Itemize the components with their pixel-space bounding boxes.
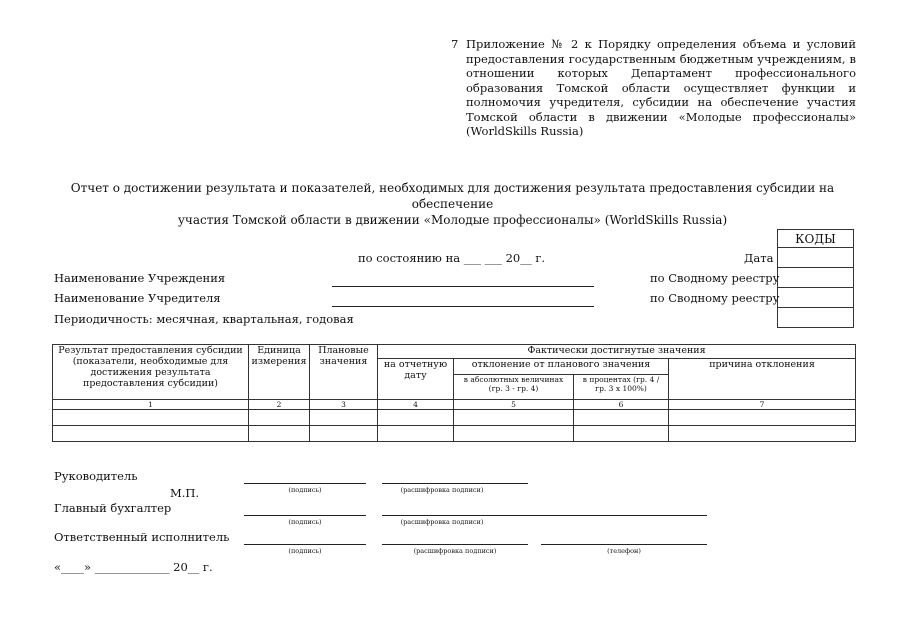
- column-number: 6: [574, 400, 669, 410]
- column-number: 4: [378, 400, 454, 410]
- report-title-line-2: участия Томской области в движении «Молодые профессионалы» (WorldSkills Russia): [177, 213, 728, 227]
- table-cell[interactable]: [574, 410, 669, 426]
- institution-label: Наименование Учреждения: [54, 271, 226, 285]
- table-cell[interactable]: [249, 410, 310, 426]
- executor-label: Ответственный исполнитель: [54, 530, 230, 544]
- signature-date: «____» _____________ 20__ г.: [54, 560, 213, 574]
- table-cell[interactable]: [378, 426, 454, 442]
- table-cell[interactable]: [669, 410, 856, 426]
- signature-caption: (подпись): [288, 486, 322, 494]
- col-plan-header: Плановые значения: [310, 345, 378, 400]
- codes-header: КОДЫ: [778, 230, 854, 248]
- table-cell[interactable]: [454, 410, 574, 426]
- institution-field-line[interactable]: [332, 286, 594, 287]
- code-periodicity-cell[interactable]: [778, 308, 854, 328]
- founder-label: Наименование Учредителя: [54, 291, 221, 305]
- founder-field-line[interactable]: [332, 306, 594, 307]
- executor-decode-line[interactable]: [382, 544, 528, 545]
- code-date-cell[interactable]: [778, 248, 854, 268]
- executor-signature-line[interactable]: [244, 544, 366, 545]
- table-cell[interactable]: [53, 410, 249, 426]
- results-table: [52, 344, 856, 442]
- decode-caption: (расшифровка подписи): [400, 518, 484, 526]
- phone-caption: (телефон): [607, 547, 641, 555]
- executor-phone-line[interactable]: [541, 544, 707, 545]
- date-label: Дата: [744, 251, 774, 265]
- table-cell[interactable]: [249, 426, 310, 442]
- col-result-header: Результат предоставления субсидии (показатели, необходимые для достижения результата предоставления субсидии): [53, 345, 249, 400]
- table-row: [53, 426, 856, 442]
- column-number: 3: [310, 400, 378, 410]
- column-number: 1: [53, 400, 249, 410]
- column-number: 5: [454, 400, 574, 410]
- signature-caption: (подпись): [288, 518, 322, 526]
- codes-table: [777, 229, 854, 328]
- column-number: 7: [669, 400, 856, 410]
- table-cell[interactable]: [378, 410, 454, 426]
- code-registry-cell-2[interactable]: [778, 288, 854, 308]
- head-decode-line[interactable]: [382, 483, 528, 484]
- table-cell[interactable]: [310, 410, 378, 426]
- accountant-decode-line[interactable]: [382, 515, 707, 516]
- col-unit-header: Единица измерения: [249, 345, 310, 400]
- table-cell[interactable]: [310, 426, 378, 442]
- table-cell[interactable]: [53, 426, 249, 442]
- col-absolute-header: в абсолютных величинах (гр. 3 - гр. 4): [454, 375, 574, 400]
- deviation-header: отклонение от планового значения: [454, 359, 669, 375]
- col-percent-header: в процентах (гр. 4 / гр. 3 x 100%): [574, 375, 669, 400]
- accountant-signature-line[interactable]: [244, 515, 366, 516]
- page-number: 7: [451, 37, 459, 51]
- head-signature-line[interactable]: [244, 483, 366, 484]
- table-cell[interactable]: [574, 426, 669, 442]
- table-cell[interactable]: [669, 426, 856, 442]
- registry-label-1: по Сводному реестру: [650, 271, 780, 285]
- code-registry-cell-1[interactable]: [778, 268, 854, 288]
- actual-values-header: Фактически достигнутые значения: [378, 345, 856, 359]
- decode-caption: (расшифровка подписи): [400, 486, 484, 494]
- column-number: 2: [249, 400, 310, 410]
- col-report-date-header: на отчетную дату: [378, 359, 454, 400]
- table-row: [53, 410, 856, 426]
- as-of-date: по состоянию на ___ ___ 20__ г.: [358, 251, 546, 265]
- signature-caption: (подпись): [288, 547, 322, 555]
- periodicity-label: Периодичность: месячная, квартальная, годовая: [54, 312, 354, 326]
- col-reason-header: причина отклонения: [669, 359, 856, 400]
- decode-caption: (расшифровка подписи): [413, 547, 497, 555]
- table-cell[interactable]: [454, 426, 574, 442]
- head-label: Руководитель: [54, 469, 138, 483]
- accountant-label: Главный бухгалтер: [54, 501, 172, 515]
- registry-label-2: по Сводному реестру: [650, 291, 780, 305]
- stamp-label: М.П.: [170, 486, 200, 500]
- report-title-line-1: Отчет о достижении результата и показателей, необходимых для достижения результата предоставления субсидии на обеспечение: [70, 181, 835, 211]
- report-title: [40, 180, 865, 228]
- appendix-note: Приложение № 2 к Порядку определения объема и условий предоставления государственным бюджетным учреждениям, в отношении которых Департамент профессионального образования Томской области осуществляет функции и полномочия учредителя, субсидии на обеспечение участия Томской области в движении «Молодые профессионалы» (WorldSkills Russia): [466, 37, 856, 138]
